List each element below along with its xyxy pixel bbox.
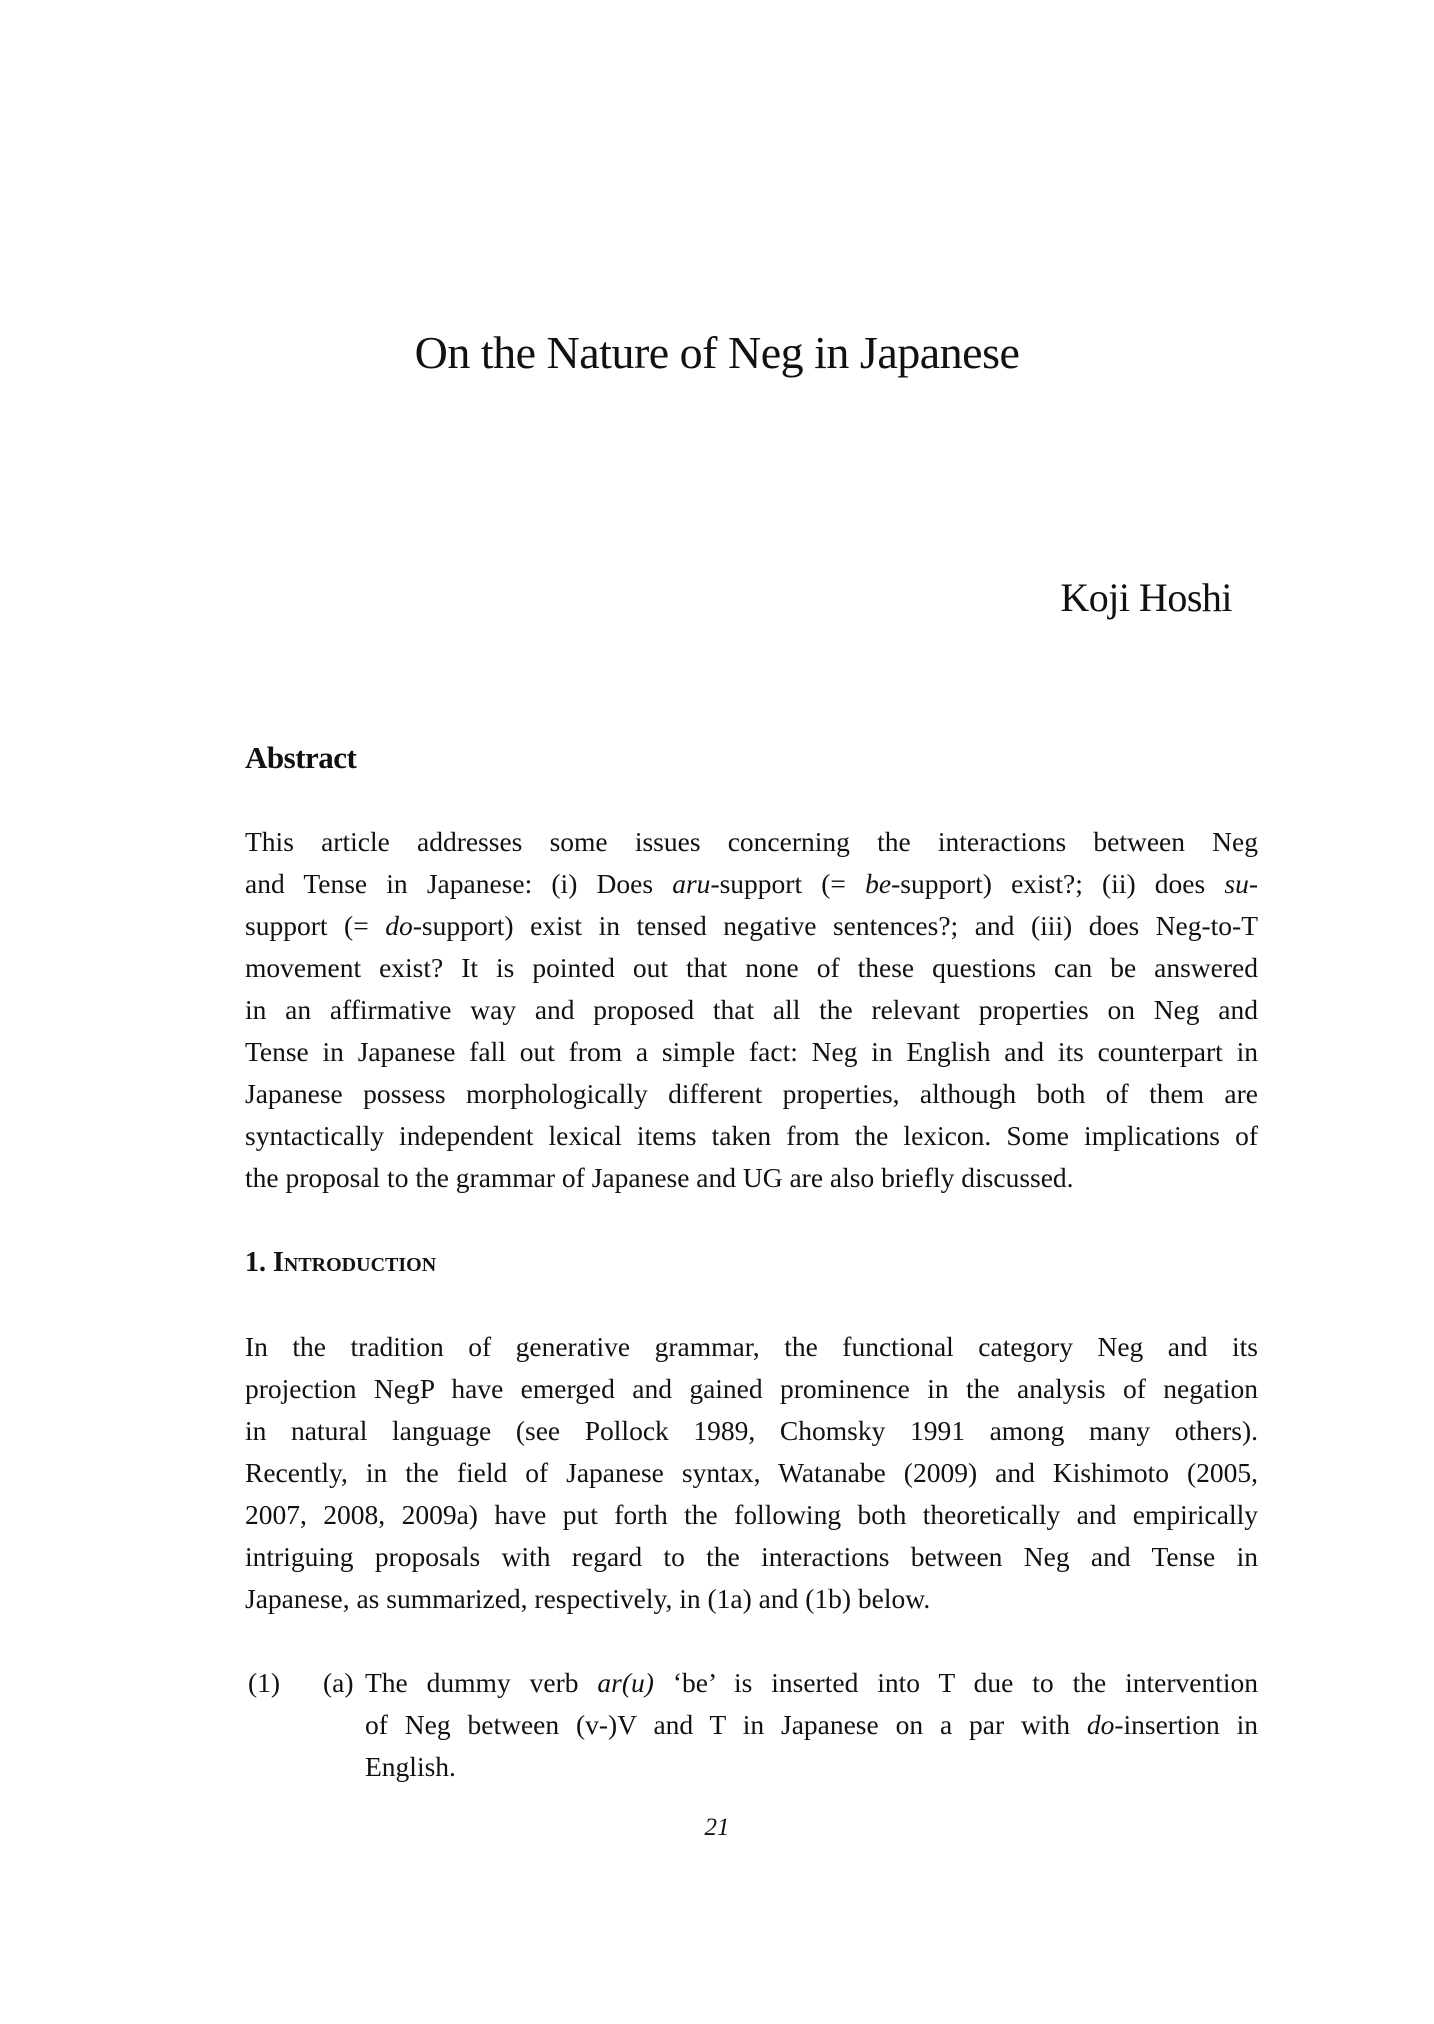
text-run: The dummy verb bbox=[365, 1667, 598, 1698]
text-run: and Tense in Japanese: (i) Does bbox=[245, 868, 673, 899]
text-run: Japanese, as summarized, respectively, in (1a) and (1b) below. bbox=[245, 1583, 931, 1614]
text-line bbox=[245, 1031, 1258, 1073]
text-line bbox=[245, 1494, 1258, 1536]
italic-term: aru bbox=[672, 868, 711, 899]
page-number: 21 bbox=[704, 1814, 730, 1841]
italic-term: be bbox=[865, 868, 892, 899]
italic-term: su bbox=[1224, 868, 1249, 899]
text-line bbox=[245, 1157, 1258, 1199]
section-title: Introduction bbox=[273, 1247, 437, 1278]
text-run: ‘be’ is inserted into T due to the intervention bbox=[653, 1667, 1258, 1698]
text-run: movement exist? It is pointed out that none of these questions can be answered bbox=[245, 952, 1258, 983]
author-name: Koji Hoshi bbox=[1060, 575, 1232, 620]
text-line bbox=[365, 1704, 1258, 1746]
text-run: of Neg between (v-)V and T in Japanese on a par with bbox=[365, 1709, 1087, 1740]
text-line bbox=[245, 863, 1258, 905]
text-run: intriguing proposals with regard to the interactions between Neg and Tense in bbox=[245, 1541, 1258, 1572]
example-number: (1) bbox=[248, 1667, 281, 1698]
abstract-paragraph bbox=[245, 821, 1258, 1199]
section-number: 1. bbox=[245, 1247, 266, 1278]
text-run: Tense in Japanese fall out from a simple fact: Neg in English and its counterpart in bbox=[245, 1036, 1258, 1067]
text-run: This article addresses some issues concerning the interactions between Neg bbox=[245, 826, 1258, 857]
text-run: - bbox=[1248, 868, 1258, 899]
text-line bbox=[245, 1368, 1258, 1410]
text-run: in an affirmative way and proposed that all the relevant properties on Neg and bbox=[245, 994, 1258, 1025]
text-run: Japanese possess morphologically different properties, although both of them are bbox=[245, 1078, 1258, 1109]
text-run: -support) exist?; (ii) does bbox=[891, 868, 1225, 899]
italic-term: do bbox=[1086, 1709, 1115, 1740]
text-run: In the tradition of generative grammar, the functional category Neg and its bbox=[245, 1331, 1258, 1362]
text-line bbox=[245, 1536, 1258, 1578]
text-run: in natural language (see Pollock 1989, Chomsky 1991 among many others). bbox=[245, 1415, 1258, 1446]
text-line bbox=[245, 821, 1258, 863]
text-line bbox=[245, 1410, 1258, 1452]
text-run: support (= bbox=[245, 910, 386, 941]
text-line bbox=[245, 905, 1258, 947]
text-line bbox=[245, 947, 1258, 989]
text-run: Recently, in the field of Japanese syntax, Watanabe (2009) and Kishimoto (2005, bbox=[245, 1457, 1258, 1488]
text-line bbox=[245, 1073, 1258, 1115]
text-run: English. bbox=[365, 1751, 456, 1782]
text-run: -support (= bbox=[710, 868, 866, 899]
text-line bbox=[245, 1115, 1258, 1157]
text-line bbox=[245, 1326, 1258, 1368]
text-run: 2007, 2008, 2009a) have put forth the following both theoretically and empirically bbox=[245, 1499, 1258, 1530]
text-run: the proposal to the grammar of Japanese and UG are also briefly discussed. bbox=[245, 1162, 1074, 1193]
text-line bbox=[365, 1662, 1258, 1704]
section-heading-introduction bbox=[245, 1247, 436, 1279]
text-line bbox=[245, 1578, 1258, 1620]
example-sub-label: (a) bbox=[323, 1667, 354, 1698]
italic-term: do bbox=[385, 910, 413, 941]
text-run: projection NegP have emerged and gained prominence in the analysis of negation bbox=[245, 1373, 1258, 1404]
paper-title: On the Nature of Neg in Japanese bbox=[414, 327, 1020, 378]
italic-term: ar(u) bbox=[597, 1667, 654, 1698]
example-text bbox=[365, 1662, 1258, 1788]
text-run: -support) exist in tensed negative sentences?; and (iii) does Neg-to-T bbox=[412, 910, 1258, 941]
text-line bbox=[365, 1746, 1258, 1788]
text-line bbox=[245, 989, 1258, 1031]
abstract-heading: Abstract bbox=[245, 740, 357, 775]
text-run: syntactically independent lexical items taken from the lexicon. Some implications of bbox=[245, 1120, 1258, 1151]
text-line bbox=[245, 1452, 1258, 1494]
text-run: -insertion in bbox=[1114, 1709, 1258, 1740]
introduction-paragraph bbox=[245, 1326, 1258, 1620]
